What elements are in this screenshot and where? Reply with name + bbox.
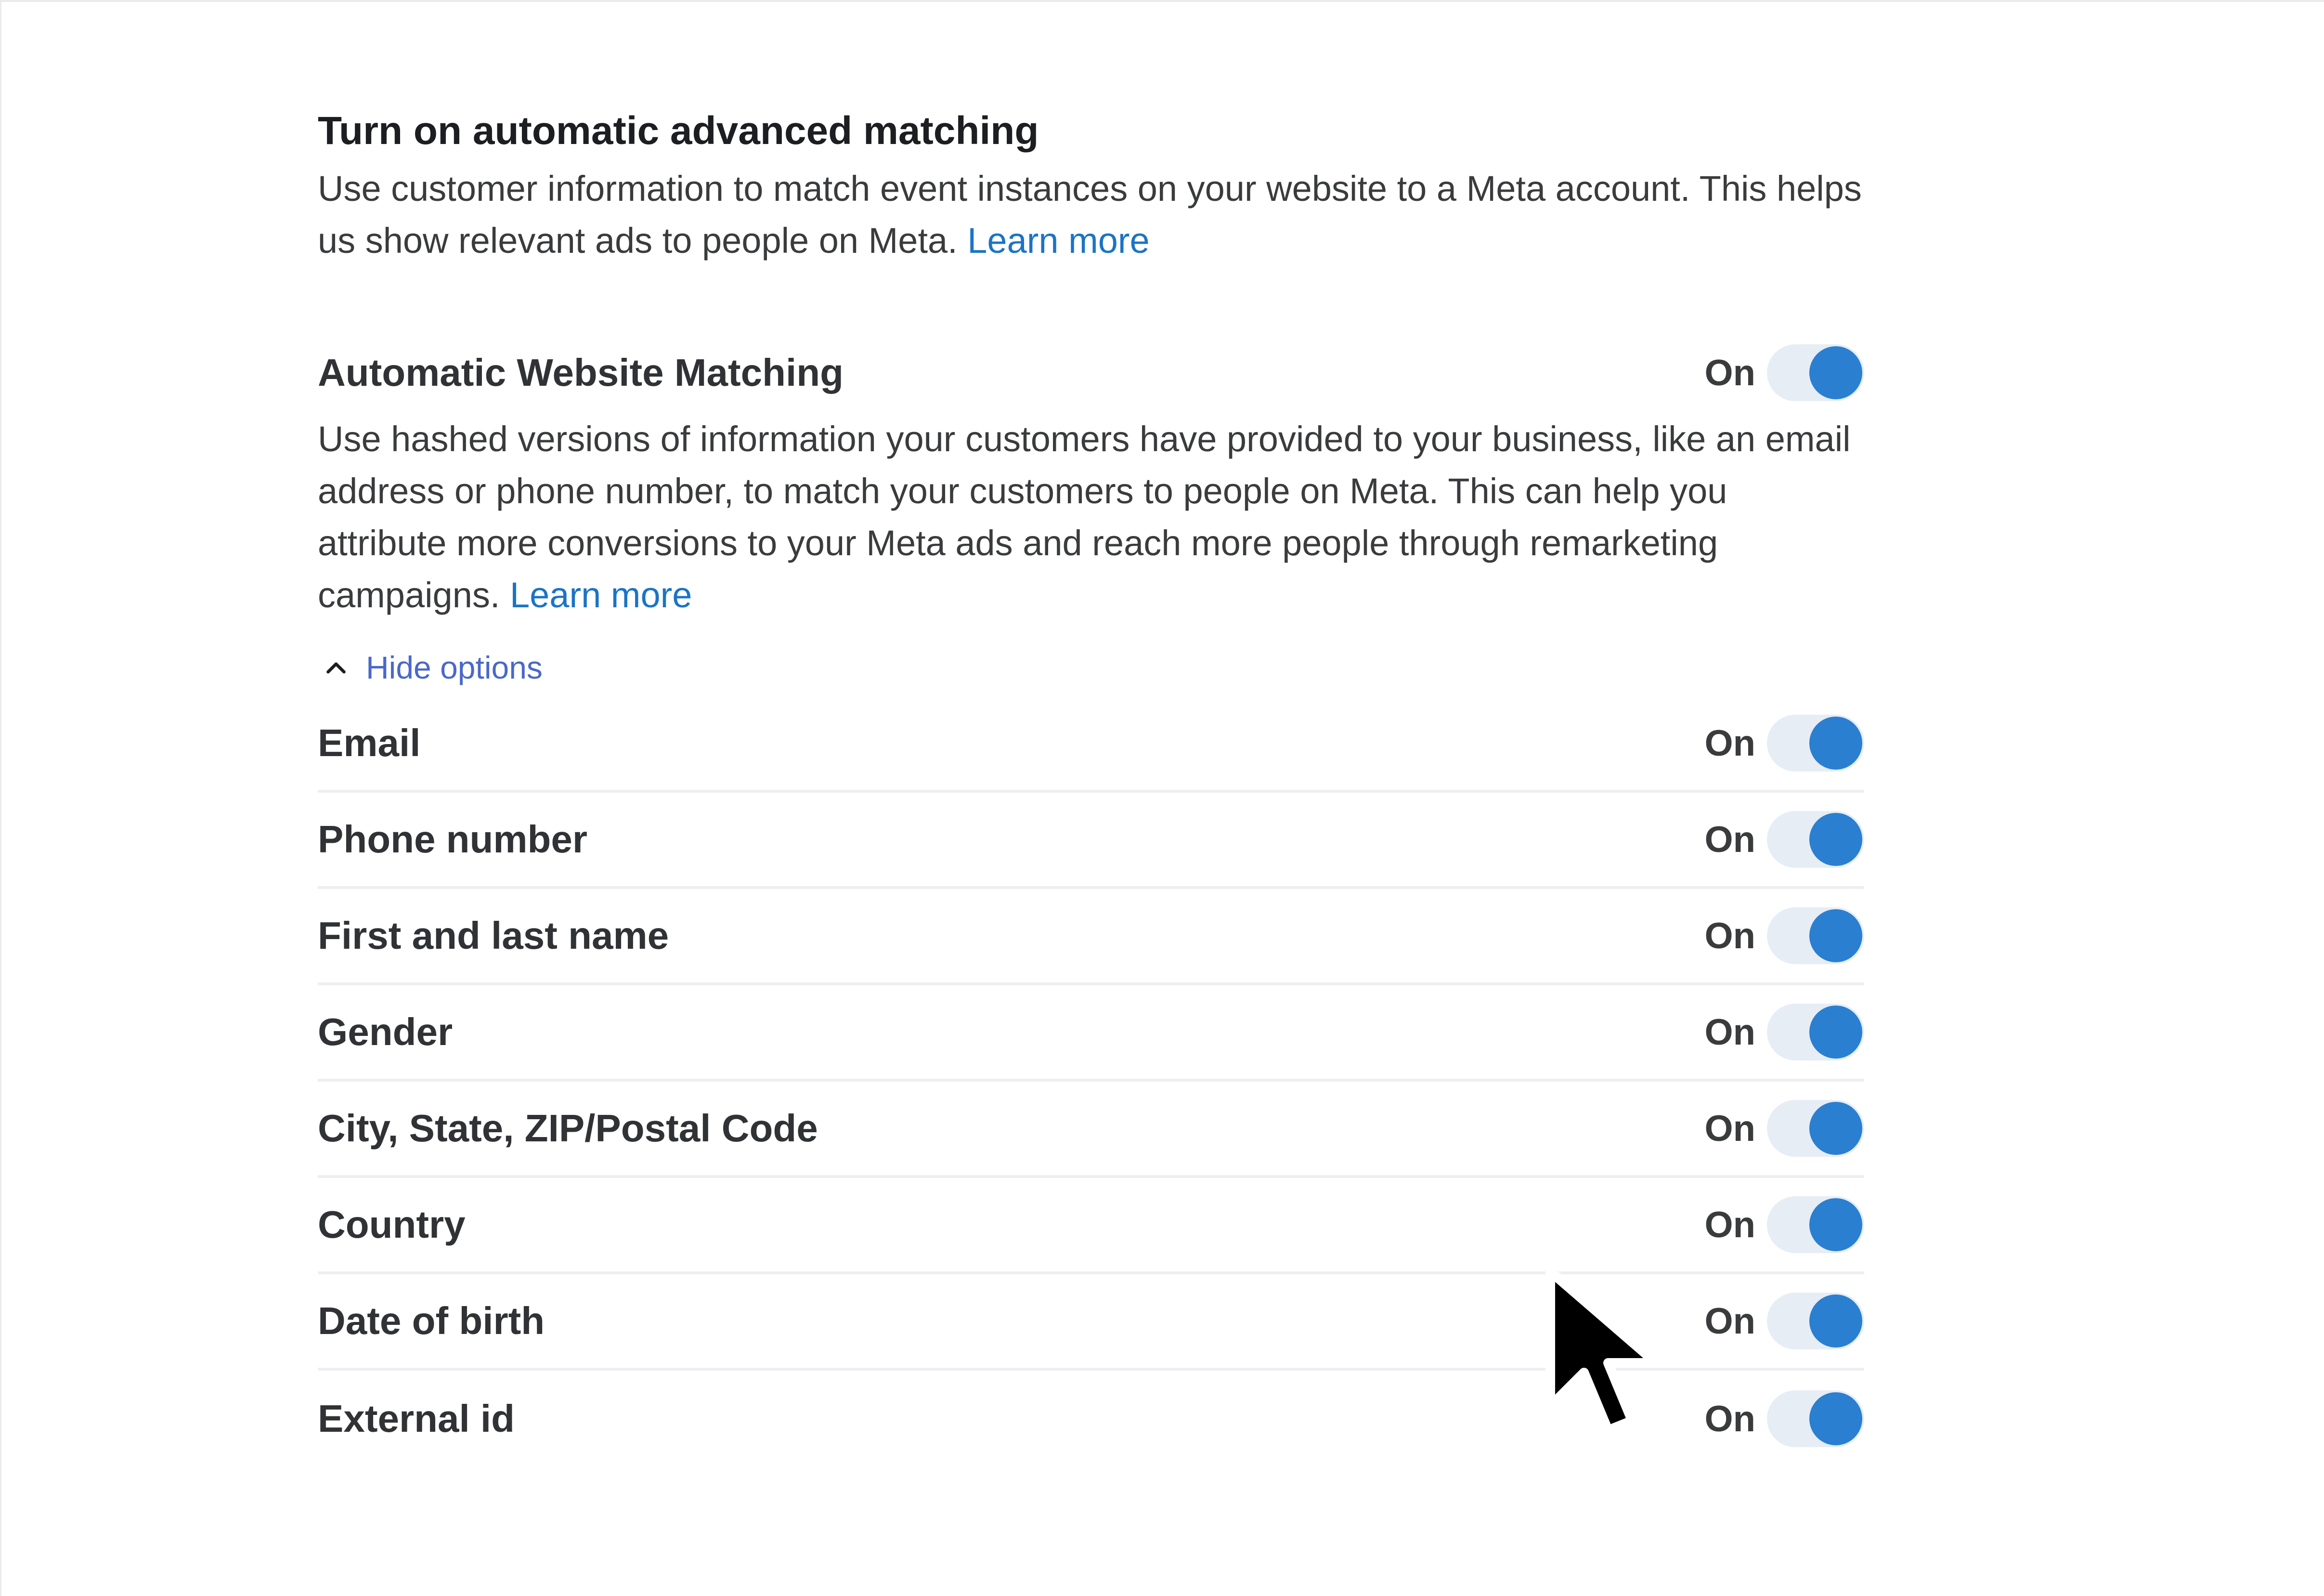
option-row-email: [318, 696, 1864, 793]
external-id-toggle[interactable]: [1767, 1390, 1864, 1447]
option-label: Country: [318, 1203, 466, 1246]
option-toggle-group: [1704, 1100, 1864, 1157]
chevron-up-icon: [325, 657, 347, 678]
option-toggle-group: [1704, 811, 1864, 868]
option-state: On: [1704, 1398, 1755, 1439]
section-description: [318, 163, 1864, 267]
website-matching-learn-more-link[interactable]: Learn more: [509, 575, 692, 615]
toggle-knob: [1809, 1006, 1862, 1059]
phone-number-toggle[interactable]: [1767, 811, 1864, 868]
option-label: City, State, ZIP/Postal Code: [318, 1107, 818, 1150]
option-state: On: [1704, 1204, 1755, 1245]
option-label: Date of birth: [318, 1299, 545, 1342]
hide-options-label: Hide options: [366, 650, 543, 685]
country-toggle[interactable]: [1767, 1196, 1864, 1253]
option-row-phone-number: [318, 793, 1864, 889]
option-toggle-group: [1704, 1004, 1864, 1060]
option-state: On: [1704, 1300, 1755, 1342]
option-row-city-state-zip: [318, 1082, 1864, 1178]
name-toggle[interactable]: [1767, 907, 1864, 964]
website-matching-row: [318, 339, 1864, 406]
website-matching-label: Automatic Website Matching: [318, 351, 844, 394]
option-toggle-group: [1704, 907, 1864, 964]
option-state: On: [1704, 722, 1755, 764]
city-state-zip-toggle[interactable]: [1767, 1100, 1864, 1157]
toggle-knob: [1809, 346, 1862, 399]
option-state: On: [1704, 819, 1755, 860]
toggle-knob: [1809, 1198, 1862, 1251]
toggle-knob: [1809, 1392, 1862, 1445]
option-label: External id: [318, 1397, 515, 1440]
option-label: Gender: [318, 1010, 453, 1053]
option-row-first-and-last-name: [318, 889, 1864, 985]
email-toggle[interactable]: [1767, 715, 1864, 772]
website-matching-toggle-group: [1704, 344, 1864, 401]
hide-options-toggle[interactable]: [318, 643, 1864, 692]
website-matching-description: [318, 413, 1864, 621]
gender-toggle[interactable]: [1767, 1004, 1864, 1060]
toggle-knob: [1809, 717, 1862, 770]
mouse-pointer-icon: [1541, 1262, 1666, 1445]
toggle-knob: [1809, 1295, 1862, 1347]
toggle-knob: [1809, 1102, 1862, 1155]
toggle-knob: [1809, 813, 1862, 866]
section-description-text: Use customer information to match event instances on your website to a Meta account. This helps us show relevant ads to people on Meta.: [318, 169, 1862, 261]
toggle-knob: [1809, 909, 1862, 962]
option-state: On: [1704, 1011, 1755, 1053]
option-row-gender: [318, 985, 1864, 1082]
website-matching-description-text: Use hashed versions of information your customers have provided to your business, like an email address or phone number, to match your customers to people on Meta. This can help you attribute more conversions to your Meta ads and reach more people through remarketing campaigns.: [318, 419, 1851, 615]
option-label: Phone number: [318, 818, 588, 861]
option-toggle-group: [1704, 715, 1864, 772]
section-title: Turn on automatic advanced matching: [318, 109, 1039, 153]
website-matching-toggle[interactable]: [1767, 344, 1864, 401]
website-matching-state: On: [1704, 352, 1755, 393]
option-toggle-group: [1704, 1196, 1864, 1253]
option-state: On: [1704, 915, 1755, 956]
option-row-country: [318, 1178, 1864, 1274]
date-of-birth-toggle[interactable]: [1767, 1293, 1864, 1349]
option-label: Email: [318, 721, 421, 764]
option-state: On: [1704, 1108, 1755, 1149]
option-label: First and last name: [318, 914, 669, 957]
option-toggle-group: [1704, 1390, 1864, 1447]
option-toggle-group: [1704, 1293, 1864, 1349]
section-learn-more-link[interactable]: Learn more: [967, 221, 1150, 261]
